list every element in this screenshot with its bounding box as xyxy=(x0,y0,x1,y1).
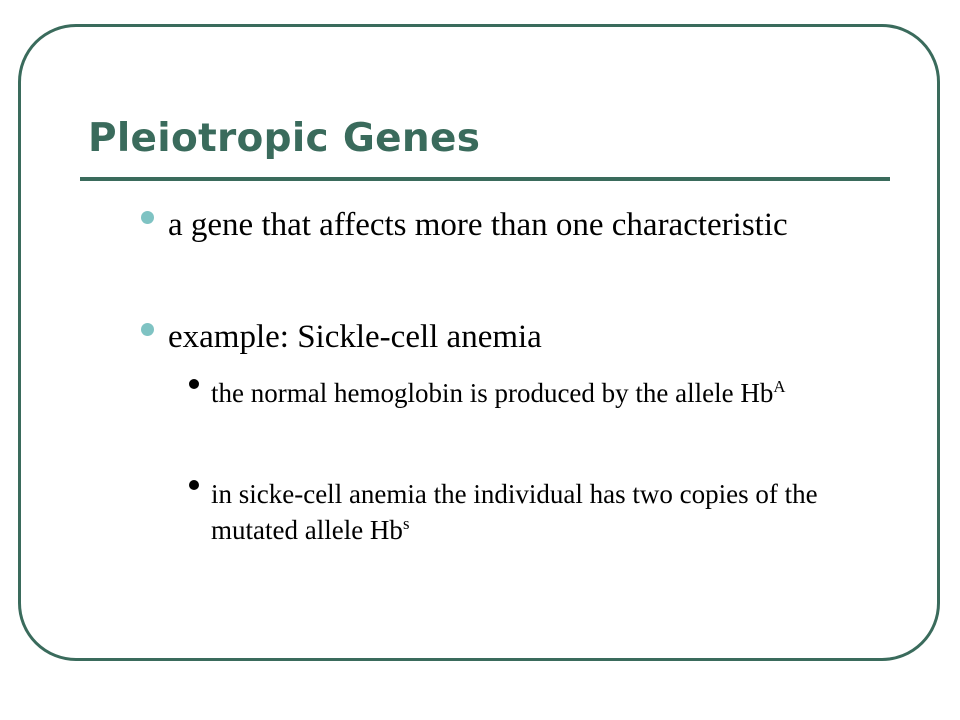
bullet-item-example: example: Sickle-cell anemia xyxy=(168,319,542,355)
bullet-dot-icon xyxy=(141,323,154,336)
bullet-dot-icon xyxy=(141,211,154,224)
bullet-item-definition: a gene that affects more than one characteristic xyxy=(168,207,788,243)
sub-bullet-text: in sicke-cell anemia the individual has two copies of the mutated allele Hb xyxy=(211,479,818,545)
sub-bullet-normal-allele xyxy=(211,375,861,411)
sub-bullet-dot-icon xyxy=(189,480,199,490)
slide-title: Pleiotropic Genes xyxy=(88,116,481,161)
sub-bullet-mutated-allele xyxy=(211,476,861,548)
allele-superscript: A xyxy=(773,376,786,396)
allele-superscript: s xyxy=(402,513,410,533)
sub-bullet-dot-icon xyxy=(189,379,199,389)
sub-bullet-text: the normal hemoglobin is produced by the allele Hb xyxy=(211,378,774,408)
